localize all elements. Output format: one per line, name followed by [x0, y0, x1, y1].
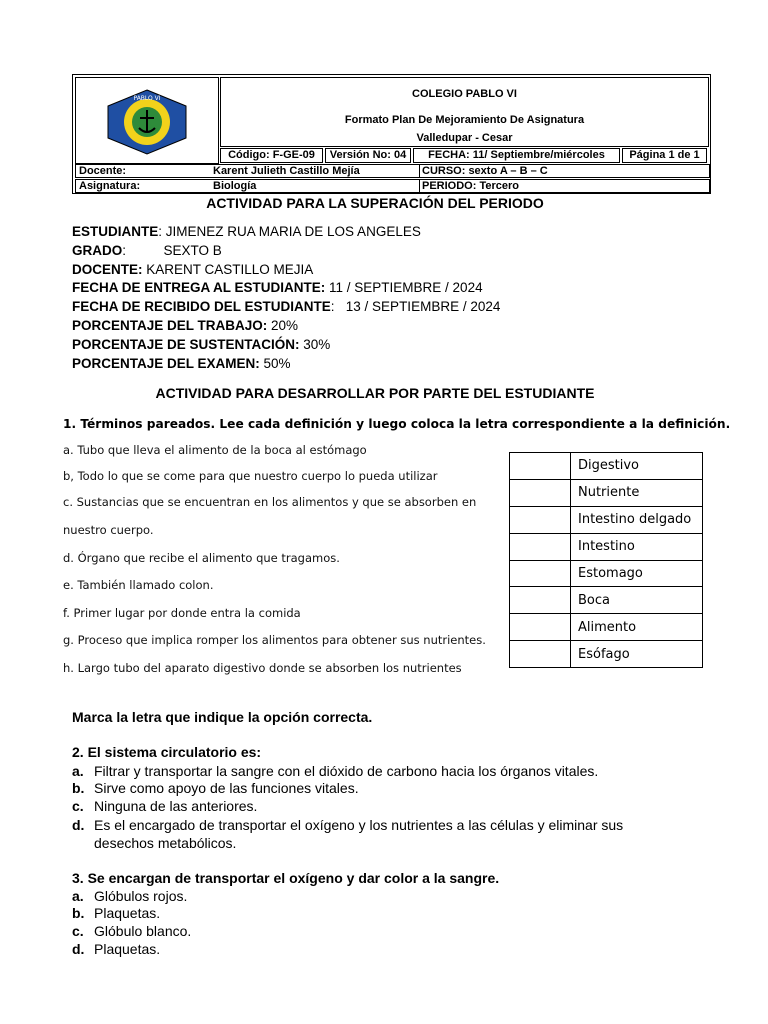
q3-option-a[interactable]: a. Glóbulos rojos.: [72, 888, 188, 904]
docente-label: Docente:: [79, 165, 127, 177]
code-field: Código: F-GE-09: [220, 148, 323, 163]
table-row: [510, 641, 703, 668]
q2-question: 2. El sistema circulatorio es:: [72, 744, 262, 760]
school-name: COLEGIO PABLO VI: [412, 88, 517, 100]
docente-row: [75, 164, 710, 178]
periodo-field: PERIODO: Tercero: [422, 180, 519, 192]
curso-field: CURSO: sexto A – B – C: [422, 165, 548, 177]
term-cell: Alimento: [571, 614, 703, 641]
version-field: Versión No: 04: [325, 148, 411, 163]
q2-option-b[interactable]: b. Sirve como apoyo de las funciones vitales.: [72, 780, 359, 796]
table-row: [510, 560, 703, 587]
answer-cell[interactable]: [510, 453, 571, 480]
asignatura-row: [75, 179, 710, 193]
page-title: ACTIVIDAD PARA LA SUPERACIÓN DEL PERIODO: [206, 195, 544, 211]
term-cell: Intestino delgado: [571, 506, 703, 533]
city: Valledupar - Cesar: [416, 132, 513, 144]
definition-g: g. Proceso que implica romper los alimentos para obtener sus nutrientes.: [63, 633, 486, 647]
teacher-field: DOCENTE: KARENT CASTILLO MEJIA: [72, 262, 314, 277]
answer-cell[interactable]: [510, 506, 571, 533]
term-cell: Esófago: [571, 641, 703, 668]
activity-title: ACTIVIDAD PARA DESARROLLAR POR PARTE DEL ESTUDIANTE: [155, 385, 595, 401]
term-cell: Estomago: [571, 560, 703, 587]
instruction-text: Marca la letra que indique la opción correcta.: [72, 709, 373, 725]
definition-a: a. Tubo que lleva el alimento de la boca al estómago: [63, 443, 367, 457]
definition-b: b, Todo lo que se come para que nuestro cuerpo lo pueda utilizar: [63, 469, 438, 483]
student-field: ESTUDIANTE: JIMENEZ RUA MARIA DE LOS ANGELES: [72, 224, 421, 239]
term-cell: Digestivo: [571, 453, 703, 480]
answer-cell[interactable]: [510, 560, 571, 587]
definition-c-cont: nuestro cuerpo.: [63, 523, 154, 537]
document-header: [72, 74, 711, 194]
q3-option-c[interactable]: c. Glóbulo blanco.: [72, 923, 192, 939]
term-cell: Boca: [571, 587, 703, 614]
school-logo: [102, 88, 192, 156]
answer-cell[interactable]: [510, 641, 571, 668]
format-name: Formato Plan De Mejoramiento De Asignatura: [344, 114, 585, 126]
definition-c: c. Sustancias que se encuentran en los alimentos y que se absorben en: [63, 495, 477, 509]
q2-option-d-cont: desechos metabólicos.: [94, 835, 237, 851]
received-date-field: FECHA DE RECIBIDO DEL ESTUDIANTE: 13 / SEPTIEMBRE / 2024: [72, 299, 501, 314]
answer-cell[interactable]: [510, 587, 571, 614]
q1-heading: 1. Términos pareados. Lee cada definición y luego coloca la letra correspondiente a la definición.: [63, 417, 731, 431]
table-row: [510, 479, 703, 506]
grade-field: GRADO: SEXTO B: [72, 243, 222, 258]
terms-table: [509, 452, 703, 668]
table-row: [510, 453, 703, 480]
q2-option-c[interactable]: c. Ninguna de las anteriores.: [72, 798, 258, 814]
support-percent-field: PORCENTAJE DE SUSTENTACIÓN: 30%: [72, 337, 331, 352]
definition-f: f. Primer lugar por donde entra la comida: [63, 606, 301, 620]
definition-h: h. Largo tubo del aparato digestivo donde se absorben los nutrientes: [63, 661, 462, 675]
definition-e: e. También llamado colon.: [63, 578, 214, 592]
school-info: [220, 77, 709, 147]
definition-d: d. Órgano que recibe el alimento que tragamos.: [63, 551, 340, 565]
work-percent-field: PORCENTAJE DEL TRABAJO: 20%: [72, 318, 299, 333]
asignatura-label: Asignatura:: [79, 180, 141, 192]
answer-cell[interactable]: [510, 479, 571, 506]
q2-option-a[interactable]: a. Filtrar y transportar la sangre con el dióxido de carbono hacia los órganos vitales.: [72, 763, 599, 779]
q3-option-d[interactable]: d. Plaquetas.: [72, 941, 161, 957]
answer-cell[interactable]: [510, 533, 571, 560]
page-field: Página 1 de 1: [622, 148, 707, 163]
table-row: [510, 506, 703, 533]
delivery-date-field: FECHA DE ENTREGA AL ESTUDIANTE: 11 / SEPTIEMBRE / 2024: [72, 280, 483, 295]
term-cell: Nutriente: [571, 479, 703, 506]
svg-text:PABLO VI: PABLO VI: [133, 95, 161, 102]
table-row: [510, 614, 703, 641]
asignatura-value: Biología: [213, 180, 257, 192]
docente-value: Karent Julieth Castillo Mejía: [213, 165, 360, 177]
term-cell: Intestino: [571, 533, 703, 560]
table-row: [510, 533, 703, 560]
q2-option-d[interactable]: d. Es el encargado de transportar el oxígeno y los nutrientes a las células y eliminar sus: [72, 817, 624, 833]
date-field: FECHA: 11/ Septiembre/miércoles: [413, 148, 620, 163]
exam-percent-field: PORCENTAJE DEL EXAMEN: 50%: [72, 356, 291, 371]
q3-question: 3. Se encargan de transportar el oxígeno y dar color a la sangre.: [72, 870, 500, 886]
logo-cell: [75, 77, 219, 164]
answer-cell[interactable]: [510, 614, 571, 641]
table-row: [510, 587, 703, 614]
q3-option-b[interactable]: b. Plaquetas.: [72, 905, 161, 921]
